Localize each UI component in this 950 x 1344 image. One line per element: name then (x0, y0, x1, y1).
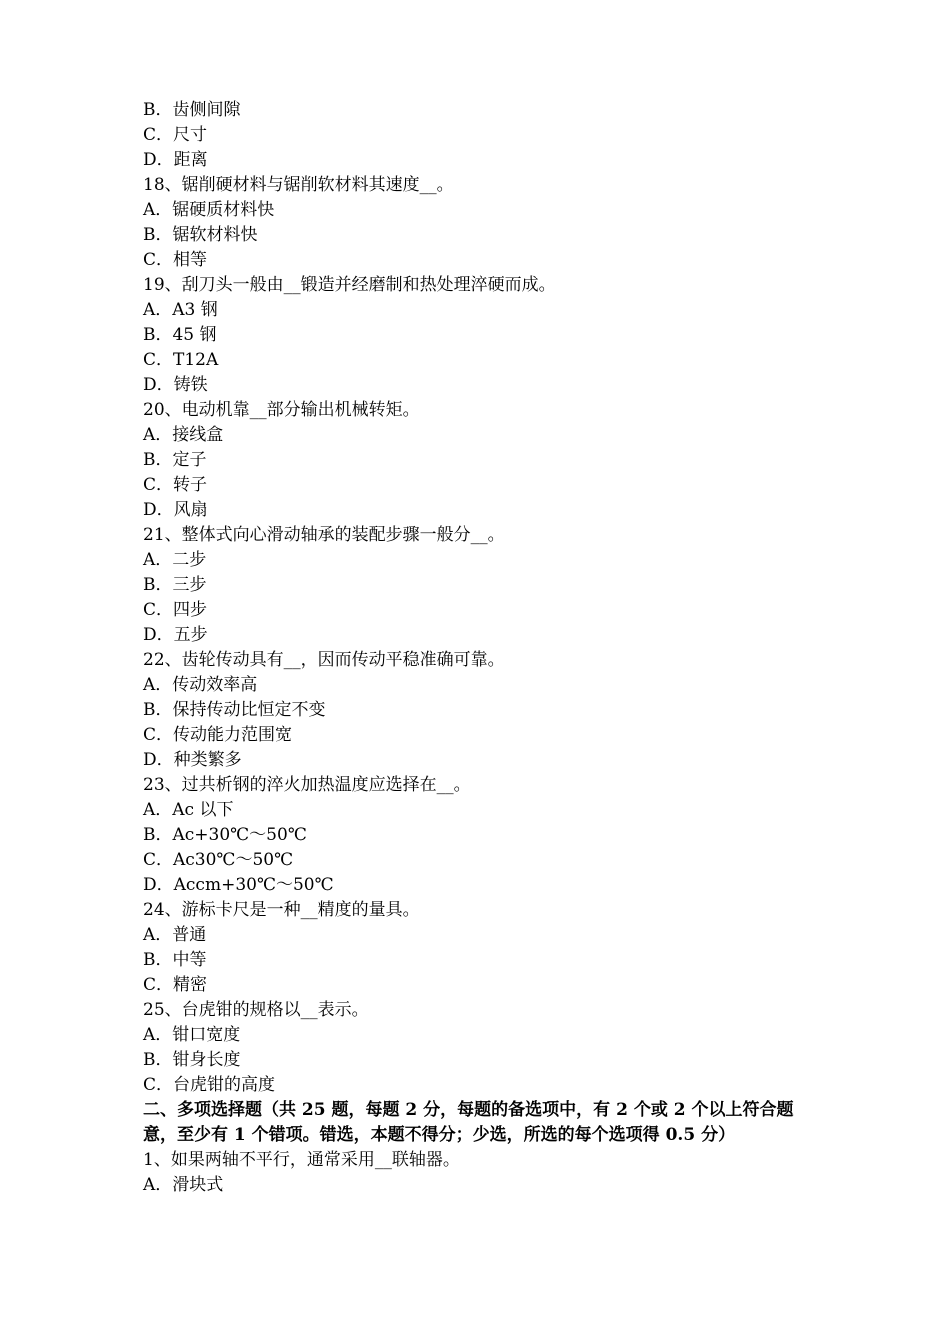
question-line: 1、如果两轴不平行，通常采用__联轴器。 (143, 1150, 460, 1170)
option-line: A．锯硬质材料快 (143, 200, 275, 220)
option-line: B．保持传动比恒定不变 (143, 700, 326, 720)
option-line: A．Ac 以下 (143, 800, 234, 820)
question-line: 20、电动机靠__部分输出机械转矩。 (143, 400, 420, 420)
option-line: B．45 钢 (143, 325, 217, 345)
option-line: D．铸铁 (143, 375, 208, 395)
question-line: 25、台虎钳的规格以__表示。 (143, 1000, 369, 1020)
option-line: D．种类繁多 (143, 750, 242, 770)
section-heading-multiple-choice: 二、多项选择题（共 25 题，每题 2 分，每题的备选项中，有 2 个或 2 个以上符合题意，至少有 1 个错项。错选，本题不得分；少选，所选的每个选项得 0.5 分） (143, 1100, 794, 1145)
option-line: A．传动效率高 (143, 675, 258, 695)
option-line: C．T12A (143, 350, 219, 370)
question-line: 23、过共析钢的淬火加热温度应选择在__。 (143, 775, 471, 795)
question-line: 22、齿轮传动具有__，因而传动平稳准确可靠。 (143, 650, 505, 670)
page-content (143, 98, 823, 1198)
option-line: C．Ac30℃～50℃ (143, 850, 294, 870)
option-line: D．五步 (143, 625, 208, 645)
option-line: D．Accm+30℃～50℃ (143, 875, 334, 895)
option-line: B．三步 (143, 575, 207, 595)
option-line: C．台虎钳的高度 (143, 1075, 276, 1095)
option-line: A．A3 钢 (143, 300, 218, 320)
option-line: A．普通 (143, 925, 207, 945)
option-line: B．定子 (143, 450, 207, 470)
question-line: 19、刮刀头一般由__锻造并经磨制和热处理淬硬而成。 (143, 275, 556, 295)
option-line: B．钳身长度 (143, 1050, 241, 1070)
option-line: B．Ac+30℃～50℃ (143, 825, 307, 845)
option-line: C．相等 (143, 250, 208, 270)
question-line: 18、锯削硬材料与锯削软材料其速度__。 (143, 175, 454, 195)
option-line: C．四步 (143, 600, 208, 620)
option-line: A．接线盒 (143, 425, 224, 445)
option-line: A．滑块式 (143, 1175, 224, 1195)
option-line: C．传动能力范围宽 (143, 725, 293, 745)
option-line: B．齿侧间隙 (143, 100, 241, 120)
question-line: 24、游标卡尺是一种__精度的量具。 (143, 900, 420, 920)
option-line: C．精密 (143, 975, 208, 995)
option-line: A．钳口宽度 (143, 1025, 241, 1045)
option-line: D．距离 (143, 150, 208, 170)
option-line: A．二步 (143, 550, 207, 570)
option-line: B．锯软材料快 (143, 225, 258, 245)
option-line: C．尺寸 (143, 125, 208, 145)
option-line: D．风扇 (143, 500, 208, 520)
option-line: B．中等 (143, 950, 207, 970)
question-line: 21、整体式向心滑动轴承的装配步骤一般分__。 (143, 525, 505, 545)
option-line: C．转子 (143, 475, 208, 495)
